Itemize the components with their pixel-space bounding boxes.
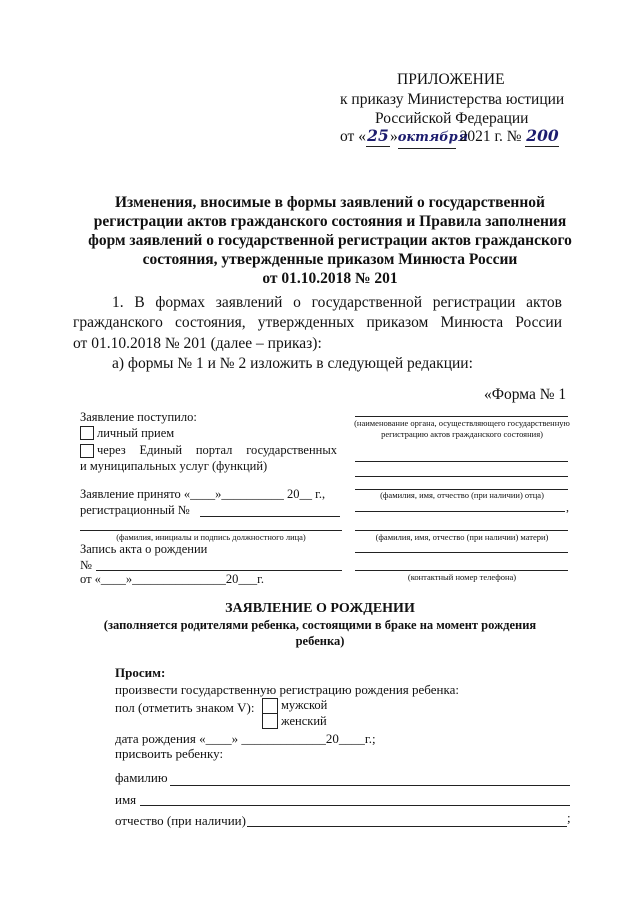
appendix-label: ПРИЛОЖЕНИЕ bbox=[397, 71, 505, 88]
application-subtitle-line-2: ребенка) bbox=[295, 634, 345, 648]
title-line-4: состояния, утвержденные приказом Минюста России bbox=[142, 251, 518, 268]
assign-label: присвоить ребенку: bbox=[115, 746, 224, 761]
official-signature-line[interactable] bbox=[80, 530, 342, 531]
paragraph-1-line-2: гражданского состояния, утвержденных приказом Минюста России bbox=[73, 314, 562, 331]
male-label: мужской bbox=[281, 698, 328, 712]
record-label: Запись акта о рождении bbox=[80, 542, 208, 556]
female-label: женский bbox=[281, 714, 327, 728]
surname-label: фамилию bbox=[115, 770, 168, 785]
title-line-3: форм заявлений о государственной регистрации актов гражданского bbox=[88, 232, 572, 249]
patronymic-field[interactable] bbox=[247, 826, 567, 827]
paragraph-1-line-3: от 01.10.2018 № 201 (далее – приказ): bbox=[73, 335, 322, 352]
female-checkbox[interactable] bbox=[262, 713, 278, 729]
application-subtitle-line-1: (заполняется родителями ребенка, состоящими в браке на момент рождения bbox=[103, 618, 537, 632]
record-date-line: от «____»_______________20___г. bbox=[80, 572, 265, 586]
federation-line: Российской Федерации bbox=[375, 110, 529, 127]
mother-caption: (фамилия, имя, отчество (при наличии) матери) bbox=[375, 532, 549, 542]
sex-label: пол (отметить знаком V): bbox=[115, 700, 255, 715]
portal-label-line-2: и муниципальных услуг (функций) bbox=[80, 459, 268, 473]
organ-caption: (наименование органа, осуществляющего государственную регистрацию актов гражданского состояния) bbox=[354, 418, 570, 439]
paragraph-2: а) формы № 1 и № 2 изложить в следующей редакции: bbox=[112, 355, 473, 372]
date-prefix: от « bbox=[340, 128, 366, 145]
reg-number-label: регистрационный № bbox=[80, 503, 190, 517]
patronymic-label: отчество (при наличии) bbox=[115, 813, 246, 828]
father-field-1[interactable] bbox=[355, 476, 568, 477]
accepted-line: Заявление принято «____»__________ 20__ г., bbox=[80, 487, 326, 501]
reg-number-field[interactable] bbox=[200, 516, 340, 517]
birth-date-line: дата рождения «____» _____________20____г.; bbox=[115, 731, 376, 746]
male-checkbox[interactable] bbox=[262, 698, 278, 714]
name-label: имя bbox=[115, 792, 137, 807]
handwritten-number: 200 bbox=[526, 126, 559, 145]
title-line-1: Изменения, вносимые в формы заявлений о государственной bbox=[115, 194, 545, 211]
paragraph-1-line-1: 1. В формах заявлений о государственной регистрации актов bbox=[112, 294, 562, 311]
handwritten-month: октября bbox=[398, 128, 456, 149]
handwritten-day: 25 bbox=[367, 126, 389, 145]
organ-field-2[interactable] bbox=[355, 461, 568, 462]
mother-field-2[interactable] bbox=[355, 552, 568, 553]
portal-checkbox[interactable] bbox=[80, 444, 94, 458]
ask-text: произвести государственную регистрацию рождения ребенка: bbox=[115, 682, 459, 697]
form-number-label: «Форма № 1 bbox=[484, 386, 567, 403]
record-no-field[interactable] bbox=[96, 570, 342, 571]
personal-label: личный прием bbox=[97, 426, 175, 440]
father-caption: (фамилия, имя, отчество (при наличии) отца) bbox=[380, 490, 544, 500]
phone-caption: (контактный номер телефона) bbox=[407, 572, 517, 582]
title-line-5: от 01.10.2018 № 201 bbox=[262, 270, 398, 287]
surname-field[interactable] bbox=[170, 785, 570, 786]
title-line-2: регистрации актов гражданского состояния и Правила заполнения bbox=[93, 213, 567, 230]
name-field[interactable] bbox=[140, 805, 570, 806]
document-title bbox=[60, 193, 600, 288]
date-quote: » bbox=[389, 128, 398, 145]
portal-label-line-1: через Единый портал государственных bbox=[97, 443, 337, 457]
official-caption: (фамилия, инициалы и подпись должностного лица) bbox=[116, 532, 306, 542]
father-comma: , bbox=[566, 500, 569, 514]
order-line: к приказу Министерства юстиции bbox=[340, 91, 565, 108]
order-year: 2021 г. № bbox=[459, 128, 522, 145]
application-title: ЗАЯВЛЕНИЕ О РОЖДЕНИИ bbox=[225, 601, 415, 616]
father-field-3[interactable] bbox=[355, 511, 565, 512]
organ-field[interactable] bbox=[355, 416, 568, 417]
patronymic-semicolon: ; bbox=[567, 810, 571, 825]
order-date-line bbox=[340, 126, 559, 149]
mother-field[interactable] bbox=[355, 530, 568, 531]
personal-checkbox[interactable] bbox=[80, 426, 94, 440]
phone-field[interactable] bbox=[355, 570, 568, 571]
received-label: Заявление поступило: bbox=[80, 410, 197, 424]
record-no-label: № bbox=[80, 558, 92, 572]
ask-label: Просим: bbox=[115, 665, 166, 680]
